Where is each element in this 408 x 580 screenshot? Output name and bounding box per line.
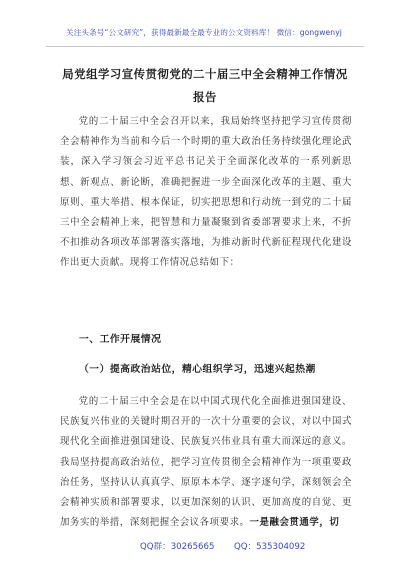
header-divider	[46, 46, 364, 47]
subsection-heading: （一）提高政治站位，精心组织学习，迅速兴起热潮	[79, 364, 316, 375]
header-note: 关注头条号“公文研究”，获得最新最全最专业的公文资料库！ 微信：gongwenyj	[66, 28, 342, 37]
footer-qq-contact: QQ：535304092	[234, 542, 306, 552]
section-paragraph-bold-tail: 一是融会贯通学，切	[249, 517, 340, 529]
footer-qq-group: QQ群：30265665	[140, 542, 215, 552]
section-paragraph	[60, 392, 352, 533]
document-title: 局党组学习宣传贯彻党的二十届三中全会精神工作情况报告	[62, 67, 348, 104]
section-heading: 一、工作开展情况	[79, 334, 162, 345]
intro-paragraph: 党的二十届三中全会召开以来，我局始终坚持把学习宣传贯彻全会精神作为当前和今后一个时期的重大政治任务持续强化理论武装，深入学习领会习近平总书记关于全面深化改革的一系列新思想、新观点、新论断，准确把握进一步全面深化改革的主题、重大原则、重大举措、根本保证，切实把思想和行动统一到党的二十届三中全会精神上来，把智慧和力量凝聚到省委部署要求上来，不折不扣推动各项改革部署落实落地，为推动新时代新征程现代化建设作出更大贡献。现将工作情况总结如下：	[60, 116, 352, 269]
section-paragraph-text: 党的二十届三中全会是在以中国式现代化全面推进强国建设、民族复兴伟业的关键时期召开的一次十分重要的会议，对以中国式现代化全面推进强国建设、民族复兴伟业具有重大而深远的意义。我局坚持提高政治站位，把学习宣传贯彻全会精神作为一项重要政治任务，坚持认认真真学、原原本本学、逐字逐句学，深刻领会全会精神实质和部署要求，以更加深刻的认识、更加高度的自觉、更加务实的举措，深刻把握全会议各项要求。	[60, 396, 352, 529]
